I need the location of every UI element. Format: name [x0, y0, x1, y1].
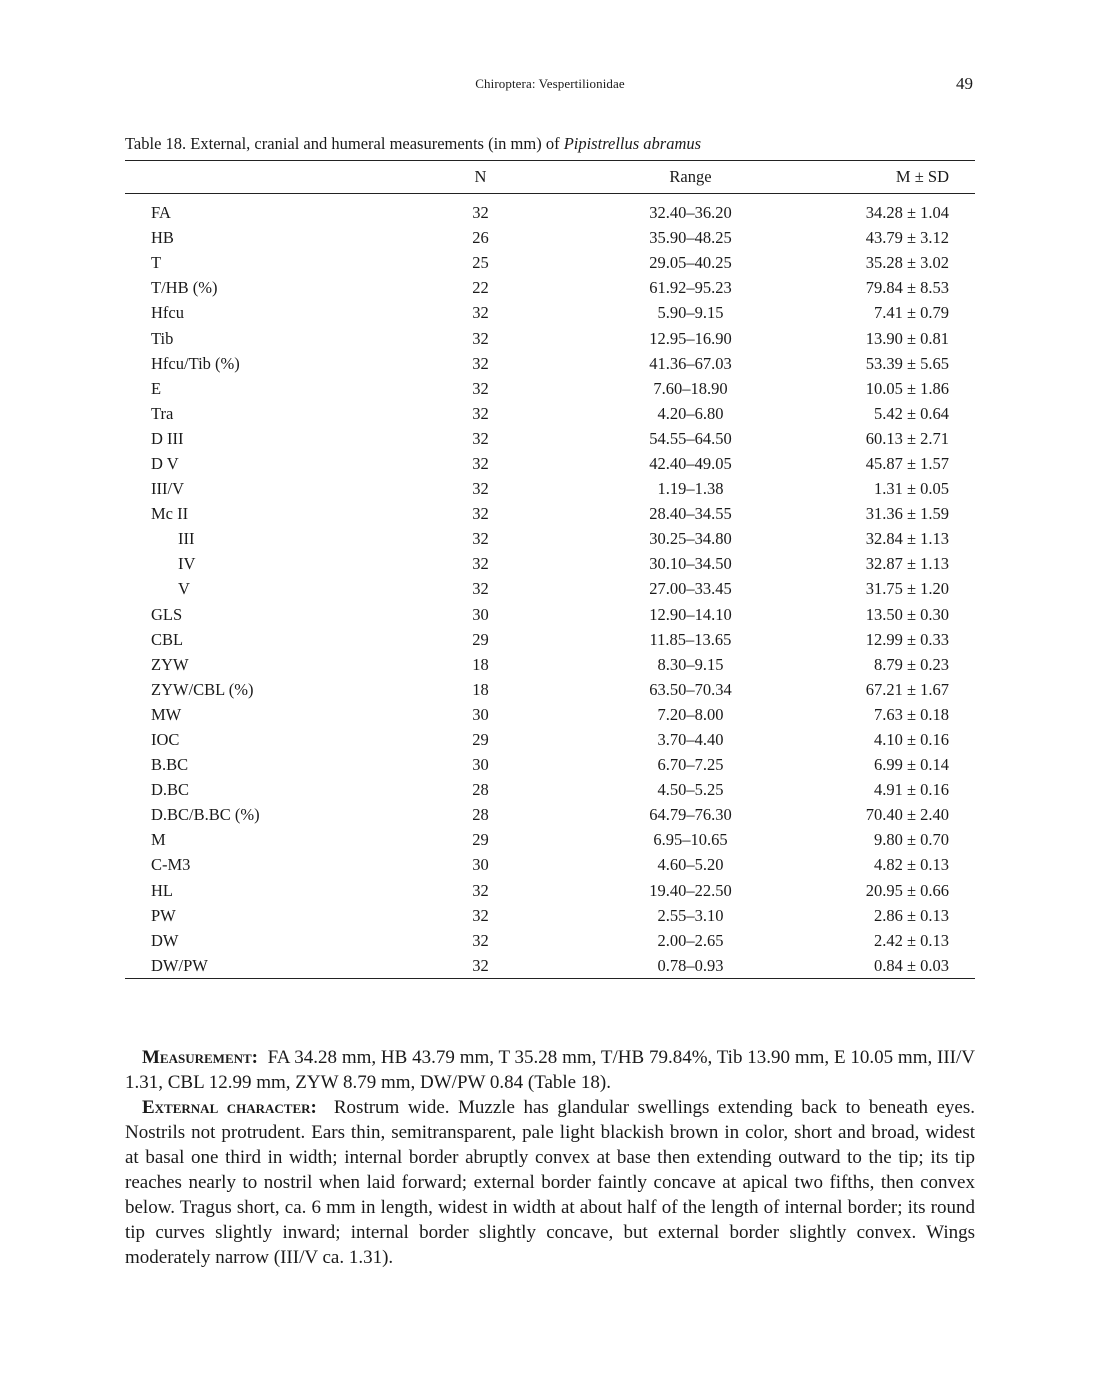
table-row [125, 878, 975, 903]
row-n: 32 [472, 930, 489, 950]
row-label: Hfcu/Tib (%) [151, 353, 240, 373]
row-n: 29 [472, 830, 489, 850]
row-range: 28.40–34.55 [649, 504, 732, 524]
row-range: 54.55–64.50 [649, 428, 732, 448]
column-header-mean-sd: M ± SD [818, 161, 975, 194]
row-mean-sd: 31.36 ± 1.59 [865, 504, 949, 524]
row-range: 27.00–33.45 [649, 579, 732, 599]
table-row [125, 852, 975, 877]
row-mean-sd: 10.05 ± 1.86 [865, 378, 949, 398]
row-n: 32 [472, 905, 489, 925]
row-range: 6.95–10.65 [653, 830, 728, 850]
row-label: E [151, 378, 162, 398]
row-range: 2.55–3.10 [657, 905, 724, 925]
column-header-label [125, 161, 398, 194]
row-label: HB [151, 228, 174, 248]
table-row [125, 652, 975, 677]
column-header-n: N [398, 161, 563, 194]
row-n: 32 [472, 378, 489, 398]
external-character-heading: External character: [142, 1097, 317, 1118]
row-mean-sd: 4.82 ± 0.13 [873, 855, 949, 875]
row-n: 29 [472, 629, 489, 649]
row-label: C-M3 [151, 855, 191, 875]
row-label: Hfcu [151, 303, 184, 323]
measurement-paragraph [125, 1045, 975, 1095]
row-label: PW [151, 905, 176, 925]
row-n: 32 [472, 328, 489, 348]
external-character-paragraph [125, 1095, 975, 1270]
body-text [125, 1045, 975, 1270]
table-row [125, 802, 975, 827]
row-mean-sd: 1.31 ± 0.05 [873, 479, 949, 499]
table-body [125, 194, 975, 979]
row-range: 11.85–13.65 [649, 629, 732, 649]
row-n: 32 [472, 453, 489, 473]
row-range: 12.90–14.10 [649, 604, 732, 624]
row-mean-sd: 34.28 ± 1.04 [865, 203, 949, 223]
table-row [125, 476, 975, 501]
row-n: 26 [472, 228, 489, 248]
row-range: 61.92–95.23 [649, 278, 732, 298]
row-range: 64.79–76.30 [649, 805, 732, 825]
row-n: 29 [472, 730, 489, 750]
table-row [125, 551, 975, 576]
page-number: 49 [956, 74, 973, 93]
table-row [125, 752, 975, 777]
row-mean-sd: 12.99 ± 0.33 [865, 629, 949, 649]
column-header-range: Range [563, 161, 818, 194]
row-n: 22 [472, 278, 489, 298]
row-mean-sd: 43.79 ± 3.12 [865, 228, 949, 248]
row-range: 4.20–6.80 [657, 403, 724, 423]
table-header-row [125, 161, 975, 194]
row-n: 32 [472, 428, 489, 448]
table-caption-prefix: Table 18. External, cranial and humeral measurements (in mm) of [125, 134, 564, 153]
row-range: 19.40–22.50 [649, 880, 732, 900]
row-n: 18 [472, 654, 489, 674]
row-label: ZYW [151, 654, 189, 674]
row-n: 28 [472, 780, 489, 800]
row-label: D III [151, 428, 184, 448]
row-range: 30.25–34.80 [649, 529, 732, 549]
measurement-text: FA 34.28 mm, HB 43.79 mm, T 35.28 mm, T/HB 79.84%, Tib 13.90 mm, E 10.05 mm, III/V 1.31, CBL 12.99 mm, ZYW 8.79 mm, DW/PW 0.84 (Table 18). [125, 1047, 976, 1093]
table-row [125, 928, 975, 953]
row-mean-sd: 6.99 ± 0.14 [873, 755, 949, 775]
row-mean-sd: 60.13 ± 2.71 [865, 428, 949, 448]
measurement-table [125, 160, 975, 979]
row-mean-sd: 35.28 ± 3.02 [865, 253, 949, 273]
row-range: 63.50–70.34 [649, 679, 732, 699]
row-mean-sd: 7.41 ± 0.79 [873, 303, 949, 323]
table-row [125, 194, 975, 226]
table-row [125, 677, 975, 702]
table-caption-species: Pipistrellus abramus [563, 134, 702, 153]
row-n: 30 [472, 604, 489, 624]
row-range: 1.19–1.38 [657, 479, 724, 499]
row-mean-sd: 70.40 ± 2.40 [865, 805, 949, 825]
table-row [125, 526, 975, 551]
table-row [125, 300, 975, 325]
row-mean-sd: 67.21 ± 1.67 [865, 679, 949, 699]
row-mean-sd: 4.91 ± 0.16 [873, 780, 949, 800]
table-row [125, 325, 975, 350]
row-label: GLS [151, 604, 183, 624]
table-row [125, 501, 975, 526]
row-label: T/HB (%) [151, 278, 218, 298]
row-label: M [151, 830, 166, 850]
row-label: IV [178, 554, 196, 574]
table-row [125, 351, 975, 376]
table-row [125, 426, 975, 451]
row-mean-sd: 5.42 ± 0.64 [873, 403, 949, 423]
row-mean-sd: 0.84 ± 0.03 [818, 953, 975, 979]
table-row [125, 225, 975, 250]
row-mean-sd: 32.84 ± 1.13 [865, 529, 949, 549]
row-label: D.BC/B.BC (%) [151, 805, 260, 825]
measurement-heading: Measurement: [142, 1047, 258, 1068]
row-n: 32 [472, 203, 489, 223]
row-label: D.BC [151, 780, 190, 800]
table-row [125, 275, 975, 300]
row-range: 2.00–2.65 [657, 930, 724, 950]
row-mean-sd: 20.95 ± 0.66 [865, 880, 949, 900]
row-n: 28 [472, 805, 489, 825]
row-n: 32 [398, 953, 563, 979]
row-range: 29.05–40.25 [649, 253, 732, 273]
row-range: 32.40–36.20 [649, 203, 732, 223]
row-range: 7.60–18.90 [653, 378, 728, 398]
table-row [125, 376, 975, 401]
row-range: 35.90–48.25 [649, 228, 732, 248]
row-label: Tra [151, 403, 174, 423]
row-label: IOC [151, 730, 180, 750]
row-n: 18 [472, 679, 489, 699]
table-row [125, 777, 975, 802]
row-range: 4.60–5.20 [657, 855, 724, 875]
row-mean-sd: 13.90 ± 0.81 [865, 328, 949, 348]
row-label: B.BC [151, 755, 189, 775]
row-range: 4.50–5.25 [657, 780, 724, 800]
row-label: DW [151, 930, 179, 950]
row-n: 32 [472, 529, 489, 549]
row-mean-sd: 13.50 ± 0.30 [865, 604, 949, 624]
row-n: 32 [472, 579, 489, 599]
row-range: 0.78–0.93 [563, 953, 818, 979]
row-range: 7.20–8.00 [657, 704, 724, 724]
row-mean-sd: 2.86 ± 0.13 [873, 905, 949, 925]
row-range: 30.10–34.50 [649, 554, 732, 574]
row-mean-sd: 9.80 ± 0.70 [873, 830, 949, 850]
row-mean-sd: 45.87 ± 1.57 [865, 453, 949, 473]
table-row [125, 627, 975, 652]
row-label: HL [151, 880, 173, 900]
row-n: 30 [472, 704, 489, 724]
row-range: 3.70–4.40 [657, 730, 724, 750]
row-label: Tib [151, 328, 174, 348]
row-n: 32 [472, 403, 489, 423]
row-range: 12.95–16.90 [649, 328, 732, 348]
row-range: 42.40–49.05 [649, 453, 732, 473]
row-label: ZYW/CBL (%) [151, 679, 254, 699]
row-range: 8.30–9.15 [657, 654, 724, 674]
row-range: 41.36–67.03 [649, 353, 732, 373]
row-range: 6.70–7.25 [657, 755, 724, 775]
row-label: III/V [151, 479, 184, 499]
table-row [125, 602, 975, 627]
row-label: Mc II [151, 504, 189, 524]
external-character-text: Rostrum wide. Muzzle has glandular swellings extending back to beneath eyes. Nostrils not protrudent. Ears thin, semitransparent, pale light blackish brown in color, short and broad, widest at basal one third in width; internal border abruptly convex at base then extending outward to the tip; its tip reaches nearly to nostril when laid forward; external border faintly concave at apical two fifths, then convex below. Tragus short, ca. 6 mm in length, widest in width at about half of the length of internal border; its round tip curves slightly inward; internal border slightly concave, but external border slightly convex. Wings moderately narrow (III/V ca. 1.31). [125, 1097, 976, 1268]
row-n: 32 [472, 504, 489, 524]
table-row [125, 576, 975, 601]
row-mean-sd: 7.63 ± 0.18 [873, 704, 949, 724]
table-row [125, 903, 975, 928]
row-mean-sd: 31.75 ± 1.20 [865, 579, 949, 599]
row-label: DW/PW [125, 953, 398, 979]
row-label: MW [151, 704, 182, 724]
row-n: 32 [472, 479, 489, 499]
table-row [125, 953, 975, 979]
row-label: III [178, 529, 195, 549]
table-row [125, 702, 975, 727]
row-n: 30 [472, 855, 489, 875]
row-mean-sd: 32.87 ± 1.13 [865, 554, 949, 574]
row-mean-sd: 8.79 ± 0.23 [873, 654, 949, 674]
row-label: T [151, 253, 162, 273]
table-row [125, 401, 975, 426]
row-n: 32 [472, 303, 489, 323]
row-mean-sd: 2.42 ± 0.13 [873, 930, 949, 950]
running-head: Chiroptera: Vespertilionidae [475, 76, 625, 91]
row-label: CBL [151, 629, 184, 649]
row-n: 32 [472, 353, 489, 373]
table-row [125, 451, 975, 476]
row-range: 5.90–9.15 [657, 303, 724, 323]
row-mean-sd: 4.10 ± 0.16 [873, 730, 949, 750]
table-caption [125, 134, 701, 154]
row-label: V [178, 579, 190, 599]
table-row [125, 727, 975, 752]
row-label: FA [151, 203, 171, 223]
table-row [125, 827, 975, 852]
row-n: 30 [472, 755, 489, 775]
row-n: 25 [472, 253, 489, 273]
row-label: D V [151, 453, 179, 473]
row-mean-sd: 53.39 ± 5.65 [865, 353, 949, 373]
row-mean-sd: 79.84 ± 8.53 [865, 278, 949, 298]
row-n: 32 [472, 554, 489, 574]
table-row [125, 250, 975, 275]
row-n: 32 [472, 880, 489, 900]
